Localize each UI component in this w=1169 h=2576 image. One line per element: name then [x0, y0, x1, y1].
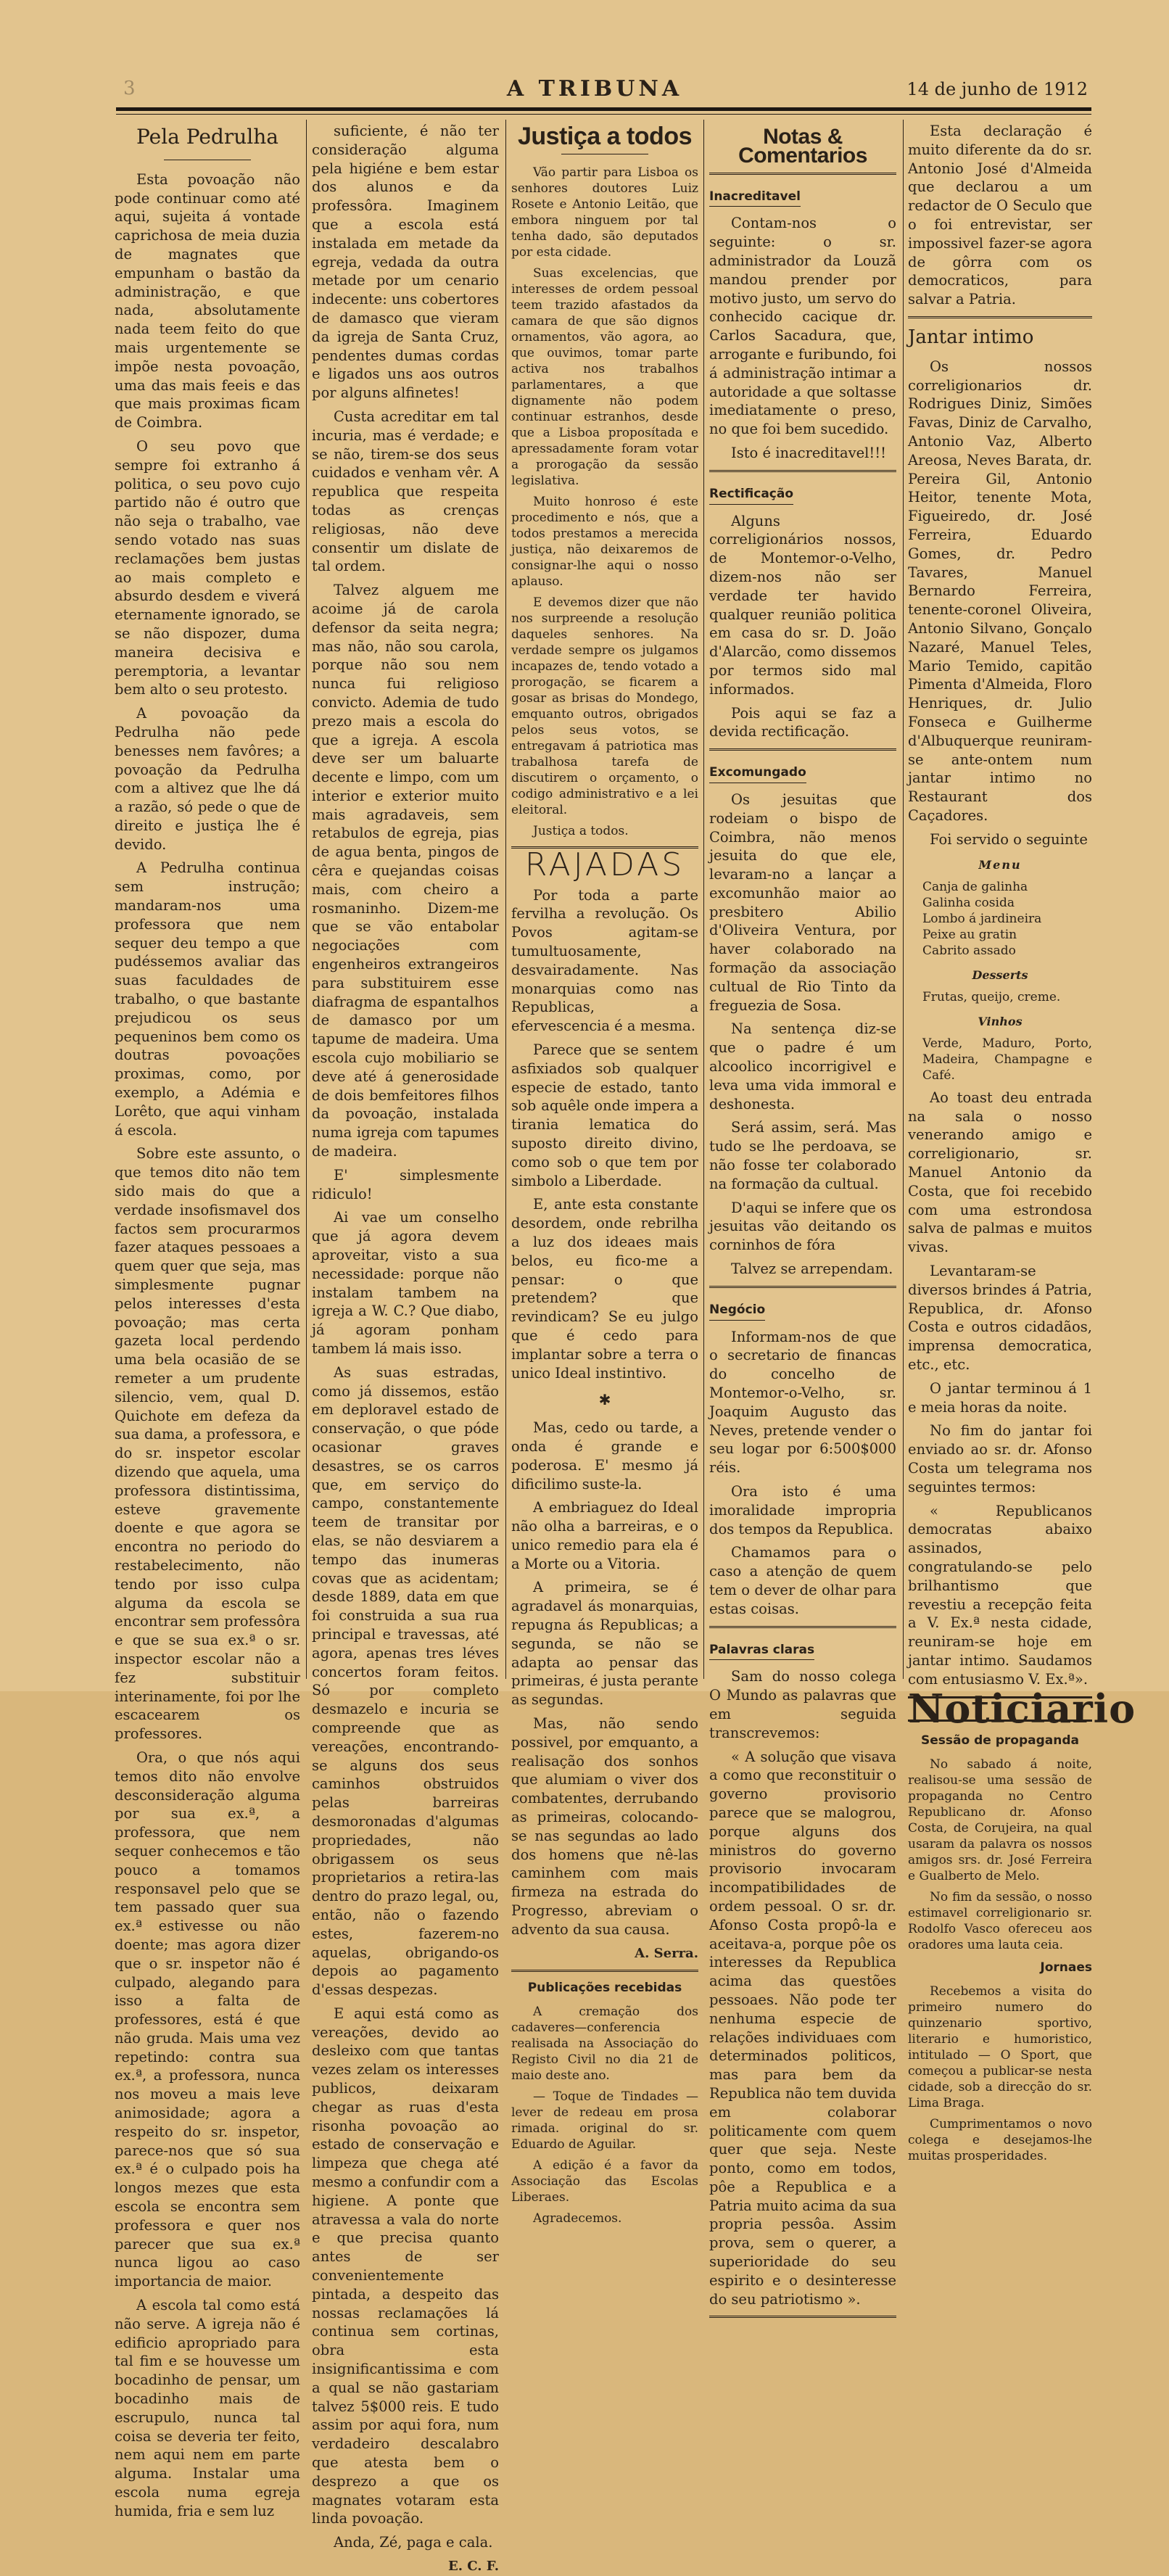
paragraph: « A solução que visava a como que reconstituir o governo provisorio parece que se malogrou, porque alguns dos ministros do governo provisorio invocaram incompatibilidades de ordem pessoal. O sr. dr. Afonso Costa propô-la e aceitava-a, porque pôe os interesses da Republica acima das questões pessoaes. Não pode ter nenhuma especie de relações individuaes com determinados politicos, mas para bem da Republica não tem duvida em colaborar politicamente com quem quer que seja. Neste ponto, como em todos, pôe a Republica e a Patria muito acima da sua propria pessôa. Assim prova, sem o querer, a superioridade do seu espirito e o desinteresse do seu patriotismo ». [709, 1748, 896, 2308]
column-divider [306, 120, 307, 1679]
paragraph: Por toda a parte fervilha a revolução. Os Povos agitam-se tumultuosamente, desvairadamente. Nas monarquias como nas Republicas, a efervescencia é a mesma. [511, 886, 698, 1035]
paragraph: A escola tal como está não serve. A igreja não é edificio apropriado para tal fim e se houvesse um bocadinho de pensar, um bocadinho mais de escrupulo, nunca tal coisa se deveria ter feito, nem aqui nem em parte alguma. Instalar uma escola numa egreja humida, fria e sem luz [115, 2297, 300, 2519]
menu-item: Cabrito assado [922, 944, 1016, 959]
masthead-rule [116, 107, 1091, 111]
paragraph: Talvez se arrependam. [731, 1260, 893, 1278]
menu-item: Peixe au gratin [922, 928, 1017, 943]
paragraph: — Toque de Tindades — lever de redeau em prosa rimada. original do sr. Eduardo de Aguilar. [511, 2089, 698, 2152]
menu-heading: Menu [978, 858, 1022, 872]
paragraph: Vão partir para Lisboa os senhores doutores Luiz Rosete e Antonio Leitão, que embora ninguem por tal tenha dado, são deputados por esta cidade. [511, 165, 698, 260]
publicacoes-heading: Publicações recebidas [527, 1981, 682, 1996]
section-divider [709, 470, 896, 472]
paragraph: E, ante esta constante desordem, onde rebrilha a luz dos ideaes mais belos, eu fico-me a pensar: o que pretendem? que revindicam? Se eu julgo que é cedo para implantar sobre a terra o unico Ideal instintivo. [511, 1196, 698, 1382]
sessao-heading: Sessão de propaganda [921, 1733, 1079, 1749]
paragraph: Ora, o que nós aqui temos dito não envolve desconsideração alguma por sua ex.ª, a professora, que nem sequer conhecemos e tão pouco a tomamos responsavel pelo que se tem passado quer sua ex.ª estivesse ou não doente; mas agora dizer que o sr. inspetor não é culpado, alegando para isso a falta de professores, está é que não gruda. Mais uma vez repetindo: contra sua ex.ª, a professora, nunca nos moveu a mais leve animosidade; agora a respeito do sr. inspetor, parece-nos que só sua ex.ª é o culpado pois ha longos mezes que esta escola se encontra sem professora e quer nos parecer que sua ex.ª nunca ligou ao caso importancia de maior. [115, 1749, 300, 2290]
section-divider [908, 316, 1092, 318]
desserts-text: Frutas, queijo, creme. [922, 990, 1061, 1005]
paragraph: A edição é a favor da Associação das Escolas Liberaes. [511, 2158, 698, 2205]
column-notas-comentarios [709, 122, 896, 2308]
column-justica-rajadas [511, 122, 698, 2226]
paragraph: Sam do nosso colega O Mundo as palavras que em seguida transcrevemos: [709, 1668, 896, 1741]
paragraph: Foi servido o seguinte [930, 830, 1088, 848]
note-heading: Excomungado [709, 764, 806, 783]
paragraph: E' simplesmente ridiculo! [312, 1166, 499, 1202]
section-ornament: ✱ [598, 1391, 611, 1409]
article-title: Pela Pedrulha [136, 125, 278, 149]
menu-item: Galinha cosida [922, 896, 1015, 911]
section-divider [511, 1970, 698, 1972]
section-divider [709, 2316, 896, 2318]
section-title: Notas & Comentarios [738, 125, 867, 168]
jantar-title: Jantar intimo [908, 326, 1034, 348]
column-pela-pedrulha [115, 122, 300, 2519]
section-divider [709, 1626, 896, 1628]
paragraph: A povoação da Pedrulha não pede benesses nem favôres; a povoação da Pedrulha com a altivez que lhe dá a razão, só pede o que de direito e justiça lhe é devido. [115, 705, 300, 853]
menu-item: Lombo á jardineira [922, 912, 1042, 927]
noticiario-title: Noticiario [908, 1685, 1136, 1732]
paragraph: Suas excelencias, que interesses de ordem pessoal teem trazido afastados da camara de que são dignos ornamentos, vão agora, ao que ouvimos, tomar parte activa nos trabalhos parlamentares, a que dignamente não podem continuar estranhos, desde que a Lisboa proposítada e apressadamente foram votar a prorogação da sessão legislativa. [511, 265, 698, 488]
column-pedrulha-continued [312, 122, 499, 2574]
column-divider [903, 120, 904, 1679]
paragraph: Mas, cedo ou tarde, a onda é grande e poderosa. E' mesmo já dificilimo suste-la. [511, 1419, 698, 1493]
paragraph: Justiça a todos. [533, 823, 629, 838]
section-divider [709, 748, 896, 751]
vinhos-text: Verde, Maduro, Porto, Madeira, Champagne e Café. [922, 1036, 1092, 1083]
paragraph: Isto é inacreditavel!!! [731, 444, 886, 461]
article-title: Justiça a todos [517, 123, 692, 150]
notes-body [709, 182, 896, 2319]
jornaes-body [908, 1983, 1092, 2164]
paragraph: Chamamos para o caso a atenção de quem tem o dever de olhar para estas coisas. [709, 1544, 896, 1617]
note-heading: Inacreditavel [709, 188, 801, 207]
paragraph: Ai vae um conselho que já agora devem aproveitar, visto a sua necessidade: porque não instalam tambem na igreja a W. C.? Que diabo, já agoram ponham tambem lá mais isso. [312, 1209, 499, 1357]
paragraph: Informam-nos de que o secretario de financas do concelho de Montemor-o-Velho, sr. Joaquim Augusto das Neves, pretende vender o seu logar por 6:500$000 réis. [709, 1328, 896, 1477]
paragraph: Os jesuitas que rodeiam o bispo de Coimbra, não menos jesuita do que ele, levaram-no a lançar a excomunhão maior ao presbitero Abilio d'Oliveira Ventura, por haver colaborado na formação da associação cultual de Rio Tinto da freguezia de Sosa. [709, 790, 896, 1014]
desserts-heading: Desserts [972, 968, 1028, 983]
article-body [511, 886, 698, 1939]
column-divider [505, 120, 506, 1679]
section-divider [709, 173, 896, 175]
menu-item: Canja de galinha [922, 880, 1028, 895]
page-number: 3 [123, 78, 136, 99]
paragraph: Sobre este assunto, o que temos dito não tem sido mais do que a verdade insofismavel dos factos sem procurarmos fazer ataques pessoaes a quem quer que seja, mas simplesmente pugnar pelos interesses d'esta povoação; mas certa gazeta local perdendo uma bela ocasião de se remeter a um prudente silencio, vem, qual D. Quichote em defeza da sua dama, a professora, e do sr. inspetor escolar dizendo que aquela, uma professora distintissima, esteve gravemente doente e que agora se encontra no periodo do restabelecimento, não tendo por isso culpa alguma da escola se encontrar sem professôra e que se sua ex.ª o sr. inspector escolar não a fez substituir interinamente, foi por lhe escacearem os professores. [115, 1145, 300, 1743]
issue-date: 14 de junho de 1912 [906, 79, 1088, 99]
jantar-body [908, 358, 1092, 849]
paragraph: Agradecemos. [533, 2211, 622, 2226]
paragraph: No sabado á noite, realisou-se uma sessão de propaganda no Centro Republicano dr. Afonso Costa, de Corujeira, na qual usaram da palavra os nossos amigos srs. dr. José Ferreira e Gualberto de Melo. [908, 1757, 1092, 1884]
paragraph: « Republicanos democratas abaixo assinados, congratulando-se pelo brilhantismo que revestiu a recepção feita a V. Ex.ª nesta cidade, reuniram-se hoje em jantar intimo. Saudamos com entusiasmo V. Ex.ª». [908, 1502, 1092, 1688]
column-jantar-noticiario [908, 122, 1136, 2163]
paragraph: Parece que se sentem asfixiados sob qualquer especie de estado, tanto sob aquêle onde impera a tirania lematica do suposto direito divino, como sob o que tem por simbolo a Liberdade. [511, 1041, 698, 1189]
paragraph: A Pedrulha continua sem instrução; mandaram-nos uma professora que nem sequer deu tempo a que pudéssemos avaliar das suas faculdades de trabalho, o que bastante prejudicou os seus pequeninos bem como os doutras povoações proximas, como, por exemplo, a Adémia e Lorêto, que aqui vinham á escola. [115, 859, 300, 1139]
paragraph: Alguns correligionários nossos, de Montemor-o-Velho, dizem-nos não ser verdade ter havido qualquer reunião politica em casa do sr. D. João d'Alarcão, como dissemos por termos sido mal informados. [709, 512, 896, 698]
paragraph: E devemos dizer que não nos surpreende a resolução daqueles senhores. Na verdade sempre os julgamos incapazes de, tendo votado a prorogação, se ficarem a gosar as brisas do Mondego, emquanto outros, obrigados pelos seus votos, se entregavam á patriotica mas trabalhosa tarefa de discutirem o orçamento, o codigo administrativo e a lei eleitoral. [511, 595, 698, 817]
rajadas-title: RAJADAS [524, 846, 685, 883]
article-body [115, 170, 300, 2521]
paragraph: O jantar terminou á 1 e meia horas da noite. [908, 1379, 1092, 1416]
paragraph: Pois aqui se faz a devida rectificação. [709, 704, 896, 740]
paragraph: Recebemos a visita do primeiro numero do quinzenario sportivo, literario e humoristico, intitulado — O Sport, que começou a publicar-se nesta cidade, sob a direcção do sr. Lima Braga. [908, 1983, 1092, 2110]
paragraph: Na sentença diz-se que o padre é um alcoolico incorrigivel e leva uma vida immoral e deshonesta. [709, 1020, 896, 1112]
article-body [511, 165, 698, 839]
article-signature: A. Serra. [635, 1945, 698, 1961]
paragraph: Muito honroso é este procedimento e nós, que a todos prestamos a merecida justiça, não deixaremos de consignar-lhe aqui o nosso aplauso. [511, 494, 698, 589]
paragraph: Cumprimentamos o novo colega e desejamos-lhe muitas prosperidades. [908, 2116, 1092, 2163]
paragraph: Levantaram-se diversos brindes á Patria, Republica, dr. Afonso Costa e outros cidadãos, imprensa democratica, etc., etc. [908, 1263, 1092, 1374]
paragraph: Será assim, será. Mas tudo se lhe perdoava, se não fosse ter colaborado na formação da cultual. [709, 1119, 896, 1192]
publicacoes-body [511, 2004, 698, 2226]
note-heading: Negócio [709, 1301, 765, 1321]
newspaper-title: A TRIBUNA [506, 76, 683, 102]
paragraph: Os nossos correligionarios dr. Rodrigues Diniz, Simões Favas, Diniz de Carvalho, Antonio Vaz, Alberto Areosa, Neves Barata, dr. Pereira Gil, Antonio Heitor, tenente Mota, Figueiredo, dr. José Ferreira, Eduardo Gomes, dr. Pedro Tavares, Manuel Bernardo Ferreira, tenente-coronel Oliveira, Antonio Silvano, Gonçalo Nazaré, Manuel Teles, Mario Temido, capitão Pimenta d'Almeida, Floro Henriques, dr. Julio Fonseca e Guilherme d'Albuquerque reuniram-se ante-ontem num jantar intimo no Restaurant dos Caçadores. [908, 358, 1092, 824]
paragraph: As suas estradas, como já dissemos, estão em deploravel estado de conservação, o que póde ocasionar graves desastres, se os carros que, em serviço do campo, constantemente teem de transitar por elas, se não desviarem a tempo das inumeras covas que as acidentam; desde 1889, data em que foi construida a sua rua principal e travessas, até agora, apenas tres léves concertos foram feitos. Só por completo desmazelo e incuria se compreende que as vereações, encontrando-se alguns dos seus caminhos obstruidos pelas barreiras desmoronadas d'algumas propriedades, não obrigassem os seus proprietarios a retira-las dentro do prazo legal, ou, então, não o fazendo estes, fazerem-no aquelas, obrigando-os depois ao pagamento d'essas despezas. [312, 1363, 499, 1999]
masthead [94, 76, 1095, 107]
note-heading: Rectificação [709, 485, 793, 505]
masthead-rule-thin [116, 114, 1091, 115]
sessao-body [908, 1756, 1092, 1953]
article-body [312, 122, 499, 2552]
column-divider [703, 120, 704, 1679]
paragraph: Ora isto é uma imoralidade impropria dos tempos da Republica. [709, 1483, 896, 1537]
paragraph: A embriaguez do Ideal não olha a barreiras, e o unico remedio para ela é a Morte ou a Vitoria. [511, 1499, 698, 1572]
paragraph: Talvez alguem me acoime já de carola defensor da seita negra; mas não, não sou carola, porque não sou nem nunca fui religioso convicto. Ademia de tudo prezo mais a escola do que a igreja. A escola deve ser um baluarte decente e limpo, com um interior e exterior muito mais agradaveis, sem retabulos de egreja, pias de agua benta, pingos de cêra e quejandas coisas mais, com cheiro a rosmaninho. Dizem-me que se vão entabolar negociações com engenheiros extrangeiros para substituirem esse diafragma de espantalhos de damasco por um tapume de madeira. Uma escola cujo mobiliario se deve até á generosidade de dois bemfeitores filhos da povoação, instalada numa igreja com tapumes de madeira. [312, 582, 499, 1160]
paragraph: A primeira, se é agradavel ás monarquias, repugna ás Republicas; a segunda, se não se adapta ao pensar das primeiras, é justa perante as segundas. [511, 1579, 698, 1709]
vinhos-heading: Vinhos [978, 1015, 1023, 1029]
paragraph: suficiente, é não ter consideração alguma pela higiéne e bem estar dos alunos e da professôra. Imaginem que a escola está instalada em metade da egreja, vedada da outra metade por um cenario indecente: uns cobertores de damasco que vieram da igreja de Santa Cruz, pendentes dumas cordas e ligados uns aos outros por alguns alfinetes! [312, 123, 499, 402]
paragraph: O seu povo que sempre foi extranho á politica, o seu povo cujo partido não é outro que não seja o trabalho, vae sendo votado nas suas reclamações bem justas ao mais completo e absurdo desdem e viverá eternamente ignorado, se se não dispozer, duma maneira decisiva e peremptoria, a levantar bem alto o seu protesto. [115, 437, 300, 698]
paragraph: A cremação dos cadaveres—conferencia realisada na Associação do Registo Civil no dia 21 de maio deste ano. [511, 2005, 698, 2084]
paragraph: Contam-nos o seguinte: o sr. administrador da Louzã mandou prender por motivo justo, um servo do conhecido cacique dr. Carlos Sacadura, que, arrogante e furibundo, foi á administração intimar a autoridade a que soltasse imediatamente o preso, no que foi bem sucedido. [709, 215, 896, 438]
article-signature: E. C. F. [447, 2559, 499, 2574]
jantar-after-body [908, 1089, 1092, 1689]
paragraph: E aqui está como as vereações, devido ao desleixo com que tantas vezes zelam os interesses publicos, deixaram chegar as ruas d'esta risonha povoação ao estado de conservação e limpeza que chega até mesmo a confundir com a higiene. A ponte que atravessa a vala do norte e que precisa quanto antes de ser convenientemente pintada, a despeito das nossas reclamações lá continua sem cortinas, obra esta insignificantissima e com a qual se não gastariam talvez 5$000 reis. E tudo assim por aqui fora, num verdadeiro descalabro que atesta bem o desprezo a que os magnates votaram esta linda povoação. [312, 2005, 499, 2527]
note-heading: Palavras claras [709, 1641, 814, 1661]
paragraph: Mas, não sendo possivel, por emquanto, a realisação dos sonhos que alumiam o viver dos combatentes, derrubando as primeiras, colocando-se nas segundas ao lado dos homens que nê-las caminhem com mais firmeza na estrada do Progresso, abreviam o advento da sua causa. [511, 1715, 698, 1938]
paragraph: Anda, Zé, paga e cala. [334, 2534, 493, 2551]
paragraph: No fim da sessão, o nosso estimavel correligionario sr. Rodolfo Vasco ofereceu aos oradores uma lauta ceia. [908, 1890, 1092, 1953]
menu-list [908, 879, 1092, 959]
jornaes-heading: Jornaes [1040, 1960, 1092, 1976]
declaracao-paragraph: Esta declaração é muito diferente da do sr. Antonio José d'Almeida que declarou a um redactor de O Seculo que o foi entrevistar, ser impossivel fazer-se agora de gôrra com os democraticos, para salvar a Patria. [908, 123, 1092, 308]
paragraph: Custa acreditar em tal incuria, mas é verdade; e se não, tirem-se dos seus cuidados e venham vêr. A republica que respeita todas as crenças religiosas, não deve consentir um dislate de tal ordem. [312, 408, 499, 575]
paragraph: No fim do jantar foi enviado ao sr. dr. Afonso Costa um telegrama nos seguintes termos: [908, 1422, 1092, 1495]
paragraph: Esta povoação não pode continuar como até aqui, sujeita á vontade caprichosa de meia duzia de magnates que empunham o bastão da administração, e que nada, absolutamente nada teem feito do que mais urgentemente se impõe nesta povoação, uma das mais feeis e das que mais proximas ficam de Coimbra. [115, 170, 300, 432]
section-divider [709, 1286, 896, 1288]
paragraph: Ao toast deu entrada na sala o nosso venerando amigo e correligionario, sr. Manuel Antonio da Costa, que foi recebido com uma estrondosa salva de palmas e muitos vivas. [908, 1089, 1092, 1256]
paragraph: D'aqui se infere que os jesuitas vão deitando os corninhos de fóra [709, 1199, 896, 1254]
